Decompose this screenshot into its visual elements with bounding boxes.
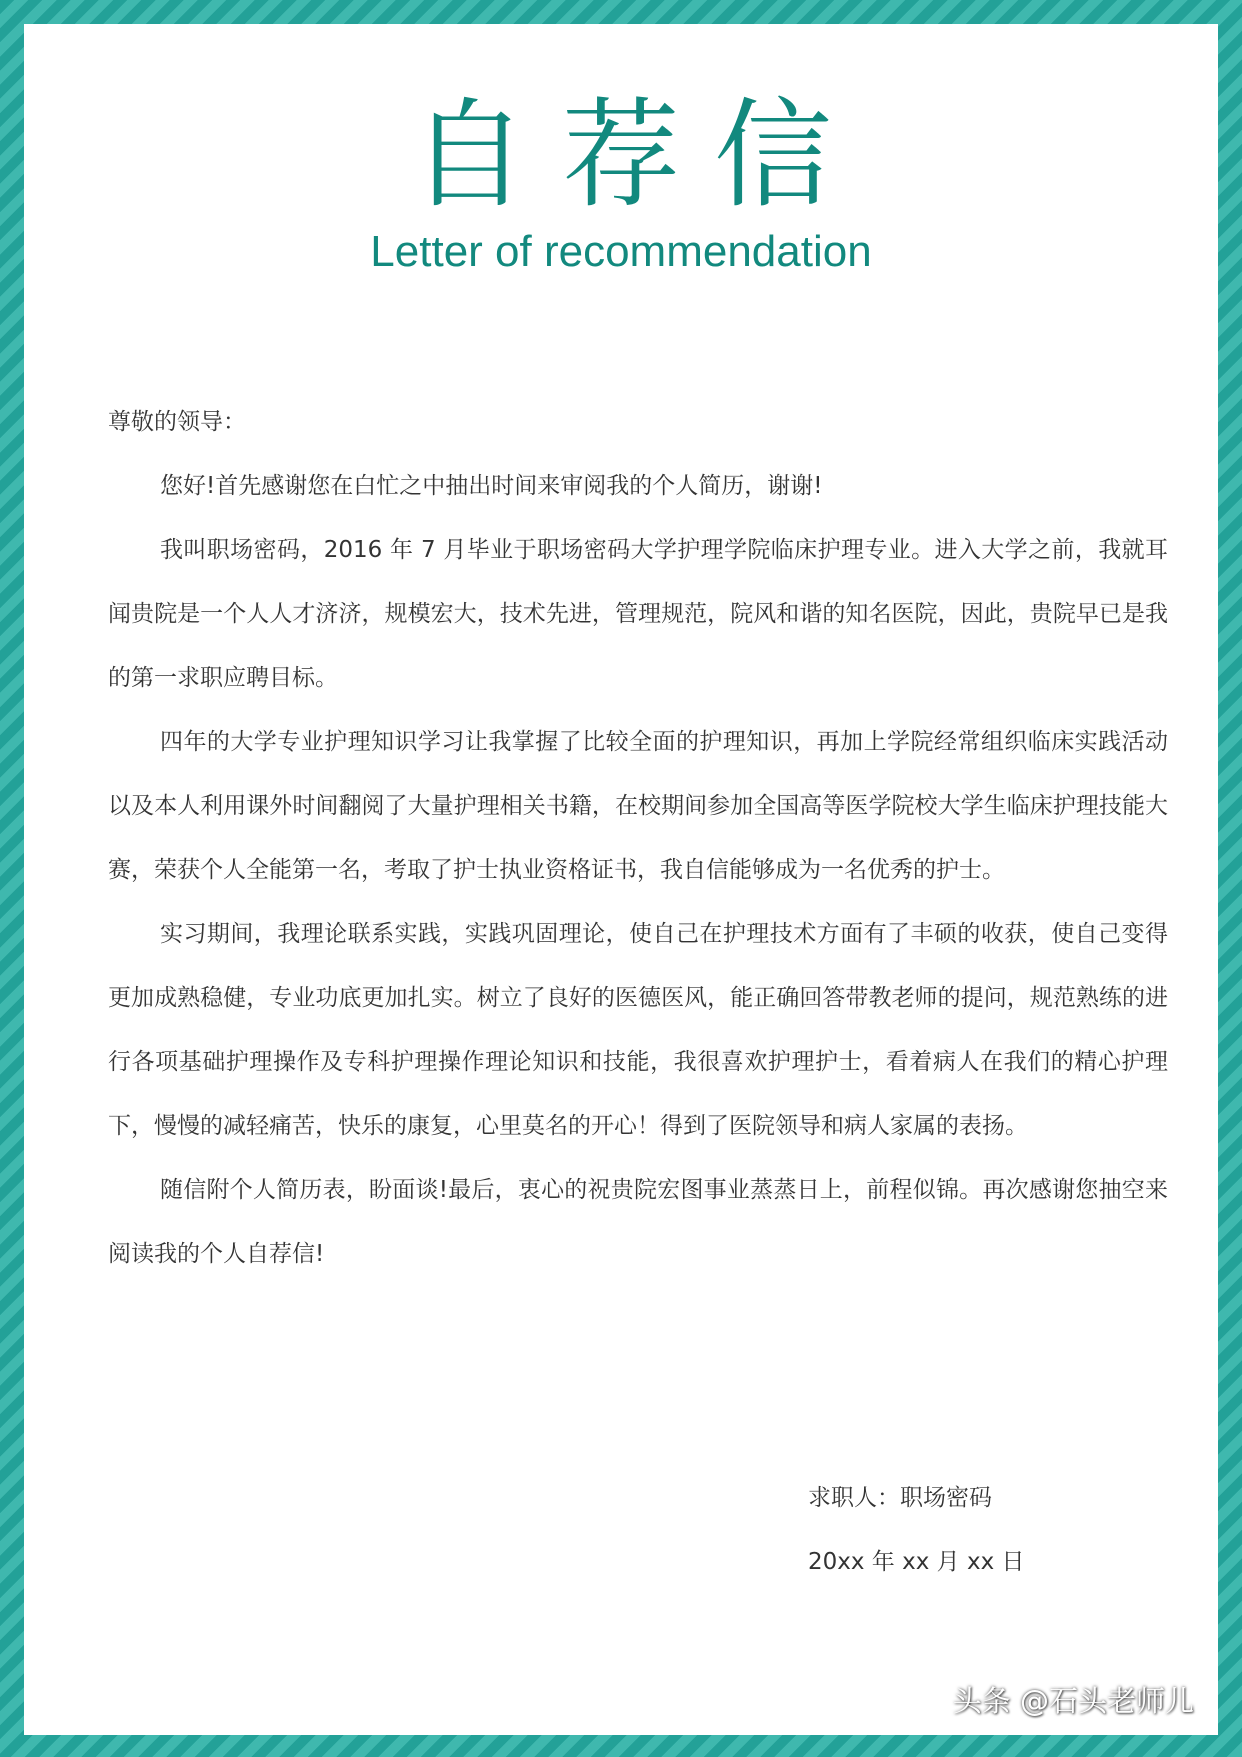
salutation: 尊敬的领导： — [108, 409, 246, 435]
paragraph-introduction: 我叫职场密码，2016 年 7 月毕业于职场密码大学护理学院临床护理专业。进入大学之前，我就耳闻贵院是一个人人才济济，规模宏大，技术先进，管理规范，院风和谐的知名医院，因此，贵院早已是我的第一求职应聘目标。 — [108, 537, 1168, 691]
applicant-name: 求职人：职场密码 — [808, 1485, 992, 1511]
watermark: 头条 @石头老师儿 — [952, 1684, 1194, 1718]
signature-block — [808, 1466, 1025, 1594]
letter-body — [108, 390, 1168, 1286]
paragraph-closing: 随信附个人简历表，盼面谈!最后，衷心的祝贵院宏图事业蒸蒸日上，前程似锦。再次感谢您抽空来阅读我的个人自荐信! — [108, 1177, 1168, 1267]
page-subtitle: Letter of recommendation — [370, 227, 872, 276]
letter-page — [24, 24, 1218, 1735]
paragraph-education: 四年的大学专业护理知识学习让我掌握了比较全面的护理知识，再加上学院经常组织临床实践活动以及本人利用课外时间翻阅了大量护理相关书籍，在校期间参加全国高等医学院校大学生临床护理技能大赛，荣获个人全能第一名，考取了护士执业资格证书，我自信能够成为一名优秀的护士。 — [108, 729, 1168, 883]
paragraph-greeting: 您好!首先感谢您在白忙之中抽出时间来审阅我的个人简历，谢谢! — [160, 473, 823, 499]
paragraph-internship: 实习期间，我理论联系实践，实践巩固理论，使自己在护理技术方面有了丰硕的收获，使自己变得更加成熟稳健，专业功底更加扎实。树立了良好的医德医风，能正确回答带教老师的提问，规范熟练的进行各项基础护理操作及专科护理操作理论知识和技能，我很喜欢护理护士，看着病人在我们的精心护理下，慢慢的减轻痛苦，快乐的康复，心里莫名的开心！得到了医院领导和病人家属的表扬。 — [108, 921, 1168, 1139]
page-title: 自荐信 — [409, 86, 866, 224]
letter-date: 20xx 年 xx 月 xx 日 — [808, 1549, 1025, 1575]
